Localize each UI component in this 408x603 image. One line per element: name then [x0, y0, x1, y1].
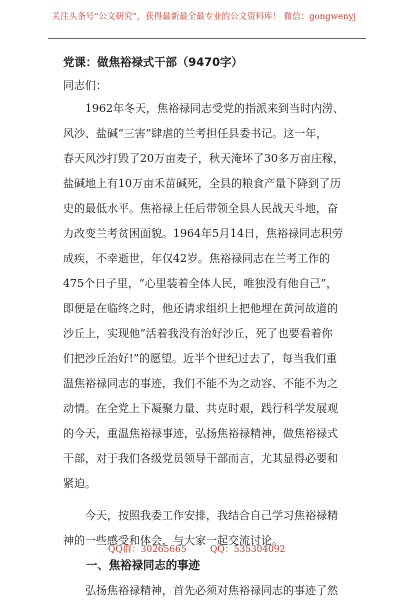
qq-number-label: QQ：535304092 — [210, 545, 286, 555]
text-line: 今天，按照我委工作安排，我结合自己学习焦裕禄精 — [63, 509, 338, 522]
text-line: 成疾，不幸逝世，年仅42岁。焦裕禄同志在兰考工作的 — [63, 252, 330, 265]
document-body — [63, 52, 355, 603]
paragraph-2 — [63, 503, 355, 553]
qq-group-label: QQ群：30265665 — [108, 545, 187, 555]
text-line: 们把沙丘治好!”的愿望。近半个世纪过去了，每当我们重 — [63, 352, 338, 365]
text-line: 温焦裕禄同志的事迹，我们不能不为之动容、不能不为之 — [63, 377, 338, 390]
text-line: 力改变兰考贫困面貌。1964年5月14日，焦裕禄同志积劳 — [63, 227, 343, 240]
text-line: 1962年冬天，焦裕禄同志受党的指派来到当时内涝、 — [63, 102, 344, 115]
text-line: 紧迫。 — [63, 477, 96, 490]
paragraph-1 — [63, 96, 355, 496]
paragraph-3 — [63, 578, 355, 603]
text-line: 史的最低水平。焦裕禄上任后带领全县人民战天斗地，奋 — [63, 202, 338, 215]
text-line: 神的一些感受和体会，与大家一起交流讨论。 — [63, 534, 283, 547]
text-line: 的今天，重温焦裕禄事迹，弘扬焦裕禄精神，做焦裕禄式 — [63, 427, 338, 440]
text-line: 春天风沙打毁了20万亩麦子，秋天淹坏了30多万亩庄稼， — [63, 152, 344, 165]
text-line: 475个日子里，“心里装着全体人民，唯独没有他自己”， — [63, 277, 338, 290]
text-line: 即便是在临终之时，他还请求组织上把他埋在黄河故道的 — [63, 302, 338, 315]
text-line: 干部，对于我们各级党员领导干部而言，尤其显得必要和 — [63, 452, 338, 465]
salutation: 同志们： — [63, 79, 107, 92]
text-line: 盐碱地上有10万亩禾苗碱死，全县的粮食产量下降到了历 — [63, 177, 341, 190]
document-title: 党课：做焦裕禄式干部（9470字） — [63, 55, 243, 69]
header-divider — [48, 38, 366, 39]
text-line: 风沙、盐碱“三害”肆虐的兰考担任县委书记。这一年， — [63, 127, 328, 140]
text-line: 沙丘上，实现他“活着我没有治好沙丘，死了也要看着你 — [63, 327, 333, 340]
text-line: 弘扬焦裕禄精神，首先必须对焦裕禄同志的事迹了然 — [63, 584, 338, 597]
header-banner: 关注头条号“公文研究”，获得最新最全最专业的公文资料库！ 微信：gongwenyj — [51, 11, 357, 21]
text-line: 动情。在全党上下凝聚力量、共克时艰，践行科学发展观 — [63, 402, 338, 415]
section-heading: 一、焦裕禄同志的事迹 — [86, 558, 200, 572]
